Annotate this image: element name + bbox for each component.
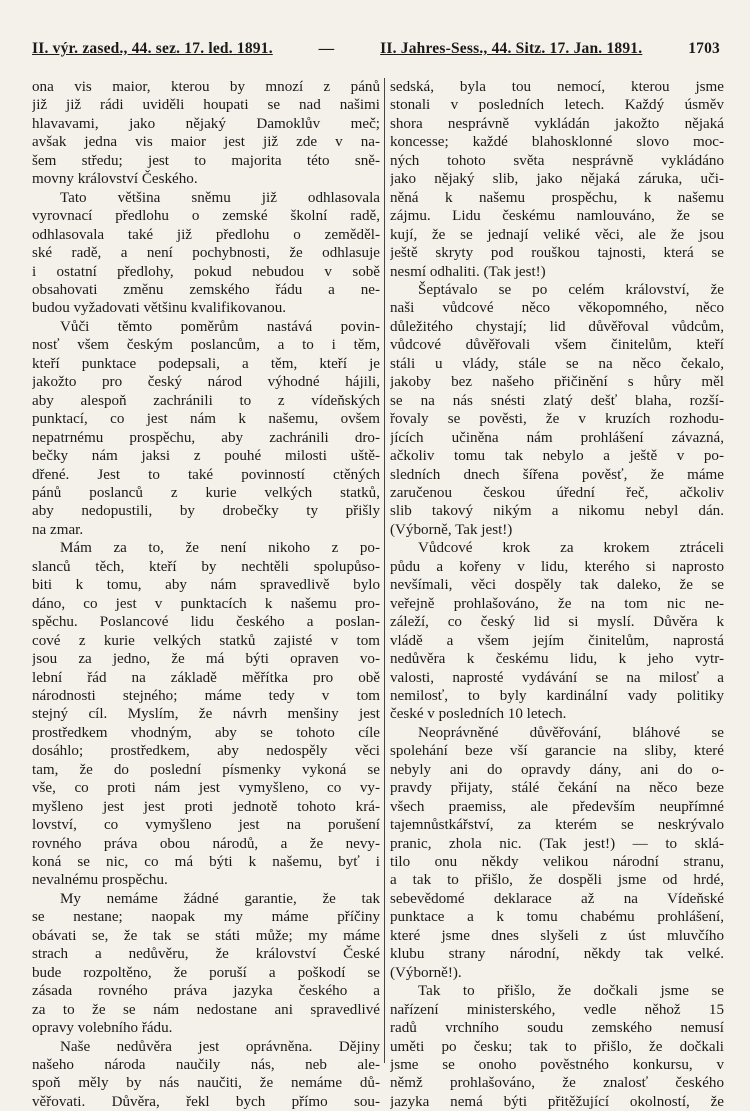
text-line: vůdcové důvěřovali všem činitelům, kteří (390, 337, 724, 354)
text-line: vyrovnací předlohu o zemské školní radě, (32, 208, 380, 225)
text-line: stejný cíl. Myslím, že návrh menšiny jest (32, 706, 380, 723)
text-line: opravy volebního řádu. (32, 1020, 173, 1037)
text-line: našeho národa naučily nás, neb ale- (32, 1057, 380, 1074)
text-line: se nestane; naopak my máme příčiny (32, 909, 380, 926)
text-line: pravdy přijaty, stálé čekání na něco beze (390, 780, 724, 797)
header-czech: II. výr. zased., 44. sez. 17. led. 1891. (32, 40, 273, 57)
text-line: pánů poslanců z kurie velkých statků, (32, 484, 380, 501)
text-line: nevalnému prospěchu. (32, 872, 168, 889)
text-line: slanců těch, kteří by nechtěli spolupůso- (32, 558, 380, 575)
text-line: valosti, naprosté vydávání se na milosť a (390, 669, 724, 686)
text-line: jako nějaký slib, jako nějaká záruka, uči- (390, 171, 724, 188)
text-line: stáli u vlády, stále se na něco čekalo, (390, 355, 724, 372)
text-line: cové z kurie velkých statků zajisté v tom (32, 632, 380, 649)
text-line: kují, že se jednají veliké věci, ale že jsou (390, 226, 724, 243)
text-line: za to že se nám nedostane ani spravedlivé (32, 1001, 380, 1018)
text-line: pranic, zhola nic. (Tak jest!) — to sklá- (390, 835, 724, 852)
text-line: spěchu. Poslancové lidu českého a poslan- (32, 614, 380, 631)
text-line: půdu a kořeny v lidu, kterého si naprosto (390, 558, 724, 575)
text-line: němž prohlašováno, že znalosť českého (390, 1075, 724, 1092)
text-line: shora nesprávně vykládán jakožto nějaká (390, 115, 724, 132)
text-line: na zmar. (32, 521, 84, 538)
page-number: 1703 (688, 40, 720, 57)
text-line: dáno, co jest v punktacích k našemu pro- (32, 595, 380, 612)
text-line: již již rádi uviděli houpati se nad našimi (32, 97, 380, 114)
text-line: jazyka nemá býti přitěžující okolností, že (390, 1093, 724, 1110)
text-line: věřovati. Důvěra, řekl bych přímo sou- (32, 1093, 380, 1110)
text-line: nařízení ministerského, vedle něhož 15 (390, 1001, 724, 1018)
text-line: které jsme dnes slyšeli z úst mluvčího (390, 927, 724, 944)
text-line: (Výborně, Tak jest!) (390, 521, 513, 538)
text-line: sedská, byla tou nemocí, kterou jsme (390, 79, 724, 95)
text-line: ačkoliv tomu tak nebylo a ještě v po- (390, 448, 724, 465)
left-column (32, 78, 380, 1111)
text-line: naši vůdcové něco věkopomného, něco (390, 300, 724, 317)
text-line: uměti po česku; tak to přišlo, že dočkali (390, 1038, 724, 1055)
text-line: odhlasovala také již předlohu o zeměděl- (32, 226, 380, 243)
text-line: kteří punktace podepsali, a těm, kteří je (32, 355, 380, 372)
text-line: rovného práva obou národů, a že nevy- (32, 835, 380, 852)
text-line: stonali v posledních letech. Každý úsměv (390, 97, 724, 114)
text-line: obávati se, že tak se státi může; my máme (32, 927, 380, 944)
text-line: Tato většina sněmu již odhlasovala (60, 189, 380, 206)
text-line: radů vrchního soudu zemského nemusí (390, 1020, 724, 1037)
text-line: punktace a k tomu chabému prohlášení, (390, 909, 724, 926)
text-line: nedůvěra k českému lidu, k jeho vytr- (390, 651, 724, 668)
text-line: sledních dnech šířena pověsť, že máme (390, 466, 724, 483)
text-line: nevšímali, věci dospěly tak daleko, že se (390, 577, 724, 594)
header-german: II. Jahres-Sess., 44. Sitz. 17. Jan. 1891. (380, 40, 643, 57)
text-line: tajemnůstkářství, za kterém se neskrývalo (390, 817, 724, 834)
text-line: nesmí odhaliti. (Tak jest!) (390, 263, 546, 280)
text-line: obsahovati změnu zemského řádu a ne- (32, 281, 380, 298)
text-line: Neoprávněné důvěřování, bláhové se (418, 724, 724, 741)
text-line: My nemáme žádné garantie, že tak (60, 890, 380, 907)
text-line: movny království Českého. (32, 171, 198, 188)
text-line: řovaly se pověsti, že v kruzích rozhodu- (390, 411, 724, 428)
text-line: Šeptávalo se po celém království, že (418, 281, 724, 298)
text-line: jakoby bez našeho přičinění s hůry měl (390, 374, 724, 391)
text-line: zaručenou českou úřední řeč, ačkoliv (390, 484, 724, 501)
text-line: národnosti stejného; máme tedy v tom (32, 687, 380, 704)
text-line: tilo onu někdy velikou národní stranu, (390, 854, 724, 871)
text-line: Naše nedůvěra jest oprávněna. Dějiny (60, 1038, 380, 1055)
column-divider (384, 78, 385, 1063)
text-line: koncesse; každé blahosklonné slovo moc- (390, 134, 724, 151)
header-dash: — (318, 40, 335, 57)
text-line: biti k tomu, aby nám spravedlivě bylo (32, 577, 380, 594)
text-line: ské radě, a není pochybnosti, že odhlasuje (32, 245, 380, 262)
text-line: veřejně prohlašováno, že na tom nic ne- (390, 595, 724, 612)
text-line: spoň měly by nás naučiti, že nemáme dů- (32, 1075, 380, 1092)
text-line: hlavavami, jako nějaký Damoklův meč; (32, 115, 380, 132)
text-line: šem středu; jest to majorita této sně- (32, 152, 380, 169)
text-line: něná k našemu prospěchu, k našemu (390, 189, 724, 206)
right-column (390, 78, 724, 1111)
text-line: spolehání beze vší garancie na sliby, které (390, 743, 724, 760)
text-line: a tak to přišlo, že dospěli jsme od hrdé, (390, 872, 724, 889)
text-line: všech praemiss, ale především neupřímné (390, 798, 724, 815)
text-line: nepatrnému prospěchu, aby zachránili dro- (32, 429, 380, 446)
text-line: klubu strany národní, někdy tak velké. (390, 946, 724, 963)
text-line: vše, co proti nám jest vymyšleno, co vy- (32, 780, 380, 797)
text-line: záleží, co český lid si myslí. Důvěra k (390, 614, 724, 631)
text-line: důležitého chystají; lid důvěřoval vůdcům, (390, 318, 724, 335)
text-line: (Výborně!). (390, 964, 462, 981)
text-line: ona vis maior, kterou by mnozí z pánů (32, 79, 380, 95)
text-line: tam, že do poslední písmenky vykoná se (32, 761, 380, 778)
text-line: Vůdcové krok za krokem ztráceli (418, 540, 724, 557)
text-line: Mám za to, že není nikoho z po- (60, 540, 380, 557)
text-line: jakožto pro český národ výhodné hájili, (32, 374, 380, 391)
text-line: ještě skryty pod rouškou tajnosti, která se (390, 245, 724, 262)
text-line: nosť všem českým poslancům, a to i těm, (32, 337, 380, 354)
text-line: jících učiněna nám prohlášení závazná, (390, 429, 724, 446)
text-line: i ostatní předlohy, pokud nebudou v sobě (32, 263, 380, 280)
text-line: dřené. Jest to také povinností ctěných (32, 466, 380, 483)
text-line: slib takový nikým a nikomu nebyl dán. (390, 503, 724, 520)
text-line: prostředkem vhodným, aby se tohoto cíle (32, 724, 380, 741)
text-line: zásada rovného práva jazyka českého a (32, 983, 380, 1000)
running-header (32, 40, 720, 58)
text-line: zájmu. Lidu českému namlouváno, že se (390, 208, 724, 225)
text-line: lební řád na základě měřítka pro obě (32, 669, 380, 686)
text-line: jsme se onoho pověstného konkursu, v (390, 1057, 724, 1074)
text-line: Vůči těmto poměrům nastává povin- (60, 318, 380, 335)
text-line: nemilosť, to byly kardinální vady politiky (390, 687, 724, 704)
text-line: punktací, co jest nám k našemu, ovšem (32, 411, 380, 428)
text-line: aby alespoň zachránili to z vídeňských (32, 392, 380, 409)
text-line: strach a nedůvěru, že království České (32, 946, 380, 963)
text-line: ných tohoto světa nesprávně vykládáno (390, 152, 724, 169)
text-line: sebevědomé deklarace až na Vídeňské (390, 890, 724, 907)
text-line: se na nás snésti zlatý dešť blaha, rozší- (390, 392, 724, 409)
text-line: Tak to přišlo, že dočkali jsme se (418, 983, 724, 1000)
text-line: avšak jedna vis maior jest již zde v na- (32, 134, 380, 151)
text-line: vládě a všem jejím činitelům, naprostá (390, 632, 724, 649)
text-line: aby nedopustili, by drobečky ty přišly (32, 503, 380, 520)
text-line: myšleno jest jest proti jednotě tohoto krá- (32, 798, 380, 815)
text-line: nebyly ani do opravdy dány, ani do o- (390, 761, 724, 778)
text-line: lovství, co vymyšleno jest na porušení (32, 817, 380, 834)
text-line: bečky nám jaksi z pouhé milosti uště- (32, 448, 380, 465)
text-line: české v posledních 10 letech. (390, 706, 567, 723)
text-line: koná se nic, co má býti k našemu, byť i (32, 854, 380, 871)
text-line: budou vyžadovati většinu kvalifikovanou. (32, 300, 287, 317)
text-line: jsou za jedno, že má býti opraven vo- (32, 651, 380, 668)
text-line: dosáhlo; prostředkem, aby nedospěly věci (32, 743, 380, 760)
text-line: bude rozpoltěno, že poruší a poškodí se (32, 964, 380, 981)
